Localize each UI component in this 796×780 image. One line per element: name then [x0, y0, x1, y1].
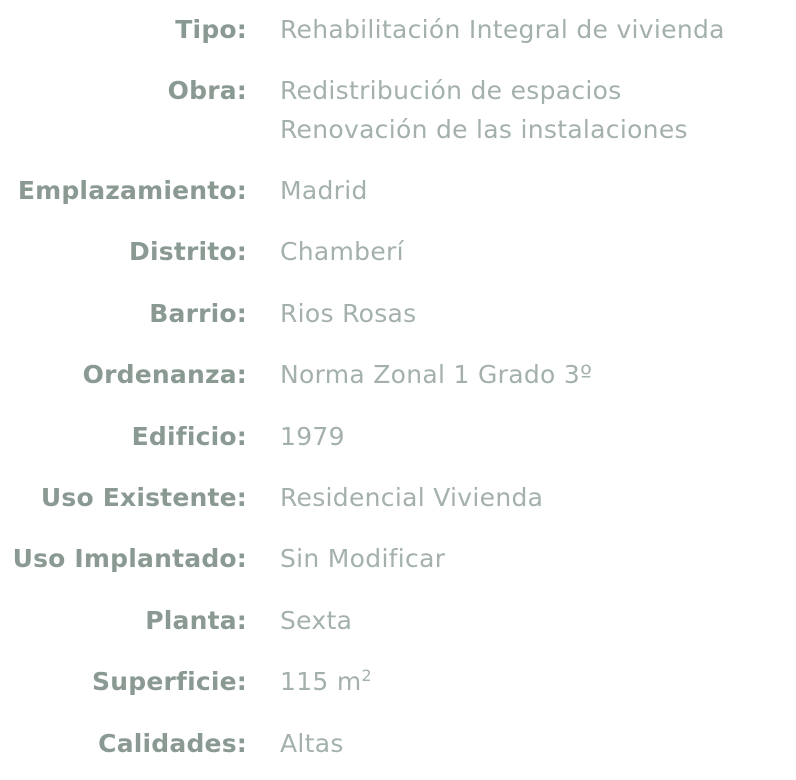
spec-values-planta — [280, 601, 352, 640]
spec-label-obra: Obra: — [167, 76, 247, 105]
spec-values-superficie — [280, 662, 372, 701]
spec-label-tipo: Tipo: — [175, 15, 247, 44]
spec-row-planta — [0, 601, 352, 640]
spec-row-edificio — [0, 417, 345, 456]
spec-value-ordenanza: Norma Zonal 1 Grado 3º — [280, 360, 593, 389]
spec-value-uso-existente: Residencial Vivienda — [280, 483, 544, 512]
spec-label-distrito: Distrito: — [129, 237, 247, 266]
spec-value-obra-2: Renovación de las instalaciones — [280, 115, 688, 144]
spec-label-ordenanza: Ordenanza: — [82, 360, 247, 389]
spec-label-edificio: Edificio: — [131, 422, 247, 451]
spec-value-tipo: Rehabilitación Integral de vivienda — [280, 15, 725, 44]
spec-row-obra — [0, 71, 688, 149]
spec-label-calidades: Calidades: — [98, 729, 247, 758]
spec-label-barrio: Barrio: — [149, 299, 247, 328]
spec-row-uso-existente — [0, 478, 543, 517]
spec-values-obra — [280, 71, 688, 149]
spec-values-ordenanza — [280, 355, 592, 394]
spec-values-calidades — [280, 724, 344, 763]
spec-row-emplazamiento — [0, 171, 368, 210]
spec-values-barrio — [280, 294, 417, 333]
spec-value-calidades: Altas — [280, 729, 344, 758]
spec-row-calidades — [0, 724, 344, 763]
spec-value-superficie — [280, 662, 372, 701]
spec-row-distrito — [0, 232, 404, 271]
spec-value-barrio: Rios Rosas — [280, 299, 417, 328]
spec-values-uso-implantado — [280, 539, 445, 578]
spec-values-tipo — [280, 10, 725, 49]
spec-label-superficie: Superficie: — [92, 667, 247, 696]
spec-label-planta: Planta: — [145, 606, 247, 635]
spec-value-obra-1: Redistribución de espacios — [280, 76, 622, 105]
spec-row-barrio — [0, 294, 417, 333]
spec-value-planta: Sexta — [280, 606, 353, 635]
spec-row-uso-implantado — [0, 539, 445, 578]
spec-value-superficie-amount: 115 m — [280, 667, 362, 696]
spec-values-uso-existente — [280, 478, 543, 517]
spec-label-uso-implantado: Uso Implantado: — [12, 544, 247, 573]
spec-value-emplazamiento: Madrid — [280, 176, 368, 205]
spec-row-superficie — [0, 662, 372, 701]
spec-value-edificio: 1979 — [280, 422, 345, 451]
spec-row-tipo — [0, 10, 725, 49]
spec-label-emplazamiento: Emplazamiento: — [17, 176, 247, 205]
spec-values-distrito — [280, 232, 404, 271]
spec-value-superficie-exponent: 2 — [361, 666, 373, 685]
spec-row-ordenanza — [0, 355, 592, 394]
spec-values-edificio — [280, 417, 345, 456]
spec-value-uso-implantado: Sin Modificar — [280, 544, 446, 573]
spec-values-emplazamiento — [280, 171, 368, 210]
spec-value-distrito: Chamberí — [280, 237, 404, 266]
spec-label-uso-existente: Uso Existente: — [40, 483, 247, 512]
